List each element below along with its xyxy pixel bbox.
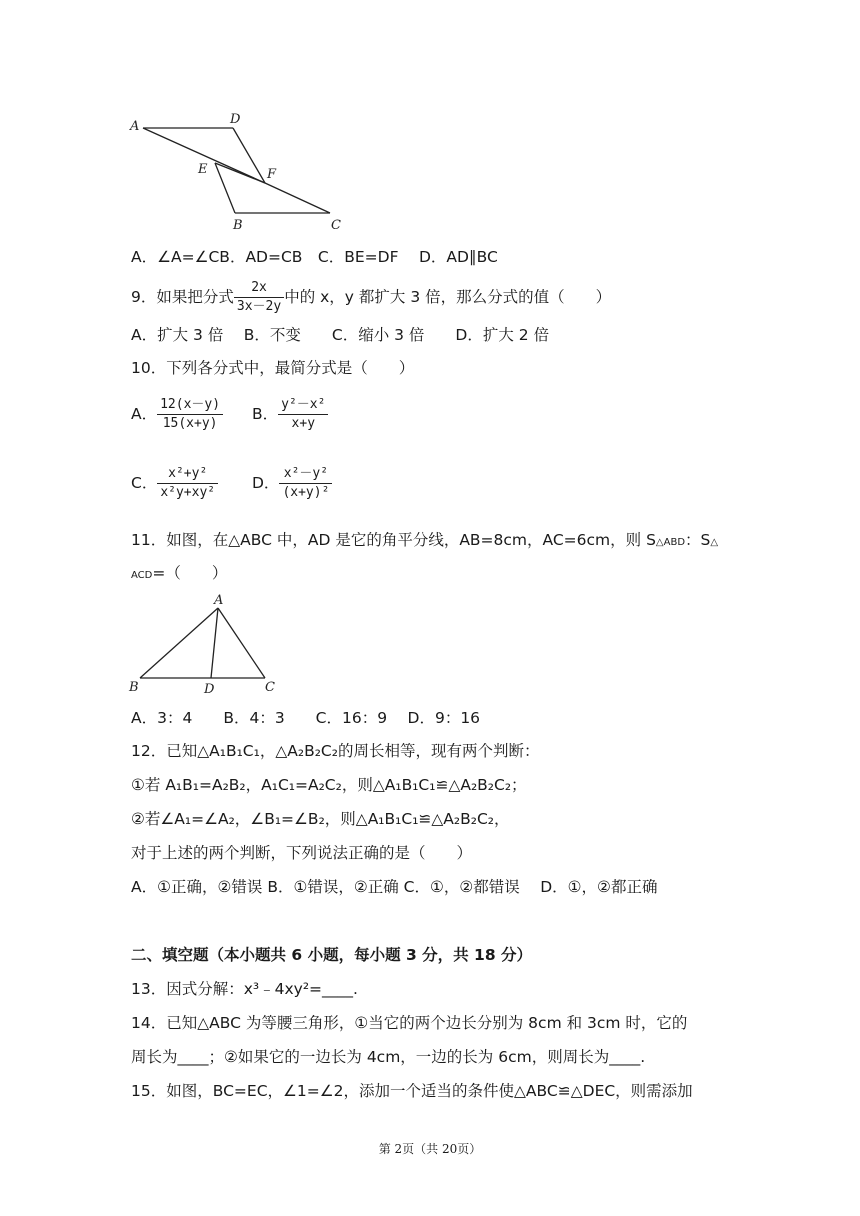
q9-suffix: 中的 x，y 都扩大 3 倍，那么分式的值（ ） <box>284 288 612 306</box>
q14-line1: 14．已知△ABC 为等腰三角形，①当它的两个边长分别为 8cm 和 3cm 时，它的 <box>131 1014 688 1032</box>
q9-fraction <box>234 280 284 315</box>
page-footer: 第 2页（共 20页） <box>378 1142 482 1156</box>
q14-line2: 周长为____；②如果它的一边长为 4cm，一边的长为 6cm，则周长为____. <box>131 1048 646 1066</box>
q11-options: A．3：4 B．4：3 C．16：9 D．9：16 <box>131 709 481 727</box>
q11-sub2: △ <box>710 537 719 548</box>
q15: 15．如图，BC=EC，∠1=∠2，添加一个适当的条件使△ABC≌△DEC，则需添加 <box>131 1082 693 1100</box>
label-A: A <box>214 593 224 608</box>
q10-b-den: x+y <box>291 416 316 431</box>
q11-sub1: △ABD <box>655 537 686 548</box>
q10-c-den: x²y+xy² <box>160 485 216 500</box>
q10-option-c <box>131 466 218 501</box>
label-B: B <box>129 680 139 695</box>
label-F: F <box>267 167 277 182</box>
q10-a-label: A． <box>131 405 158 423</box>
q12-options: A．①正确，②错误 B．①错误，②正确 C．①，②都错误 D．①，②都正确 <box>131 878 658 896</box>
q11-line2-sub: ACD <box>131 570 153 581</box>
q10-d-num: x²－y² <box>279 466 332 484</box>
q10-b-fraction <box>278 397 328 432</box>
q10-stem: 10．下列各分式中，最简分式是（ ） <box>131 359 415 377</box>
figure-parallelogram <box>125 108 355 233</box>
q10-a-den: 15(x+y) <box>162 416 218 431</box>
label-D: D <box>204 682 215 697</box>
q10-d-label: D． <box>252 474 280 492</box>
q9-prefix: 9．如果把分式 <box>131 288 234 306</box>
q12-judgment-1: ①若 A₁B₁=A₂B₂，A₁C₁=A₂C₂，则△A₁B₁C₁≌△A₂B₂C₂； <box>131 776 527 794</box>
label-C: C <box>265 680 275 695</box>
q10-c-fraction <box>157 466 218 501</box>
q11-stem <box>131 530 718 553</box>
q12-stem: 12．已知△A₁B₁C₁，△A₂B₂C₂的周长相等，现有两个判断： <box>131 742 540 760</box>
label-D: D <box>230 112 241 127</box>
q11-line2-rest: =（ ） <box>152 564 228 582</box>
q10-option-d <box>252 466 332 501</box>
q10-option-a <box>131 397 223 432</box>
q9-options: A．扩大 3 倍 B．不变 C．缩小 3 倍 D．扩大 2 倍 <box>131 326 550 344</box>
q8-options: A．∠A=∠CB．AD=CB C．BE=DF D．AD∥BC <box>131 248 498 266</box>
q11-stem-line2 <box>131 563 227 586</box>
q10-c-label: C． <box>131 474 158 492</box>
q12-judgment-2: ②若∠A₁=∠A₂，∠B₁=∠B₂，则△A₁B₁C₁≌△A₂B₂C₂， <box>131 810 510 828</box>
q9-frac-den: 3x－2y <box>236 299 282 314</box>
label-C: C <box>331 218 341 233</box>
q10-a-num: 12(x－y) <box>157 397 223 415</box>
label-B: B <box>233 218 243 233</box>
q12-ask: 对于上述的两个判断，下列说法正确的是（ ） <box>131 844 473 862</box>
q10-b-label: B． <box>252 405 279 423</box>
q10-d-den: (x+y)² <box>282 485 330 500</box>
q10-d-fraction <box>279 466 332 501</box>
q9-frac-num: 2x <box>234 280 284 298</box>
q10-b-num: y²－x² <box>278 397 328 415</box>
q10-c-num: x²+y² <box>157 466 218 484</box>
q10-a-fraction <box>157 397 223 432</box>
q13: 13．因式分解：x³﹣4xy²=____. <box>131 980 358 998</box>
q10-option-b <box>252 397 328 432</box>
figure-triangle <box>125 590 285 700</box>
q11-stem-b: ：S <box>685 531 711 549</box>
q11-stem-a: 11．如图，在△ABC 中，AD 是它的角平分线，AB=8cm，AC=6cm，则 S <box>131 531 656 549</box>
label-A: A <box>130 119 140 134</box>
label-E: E <box>198 162 208 177</box>
q9-stem <box>131 280 611 315</box>
section-2-heading: 二、填空题（本小题共 6 小题，每小题 3 分，共 18 分） <box>131 946 533 964</box>
